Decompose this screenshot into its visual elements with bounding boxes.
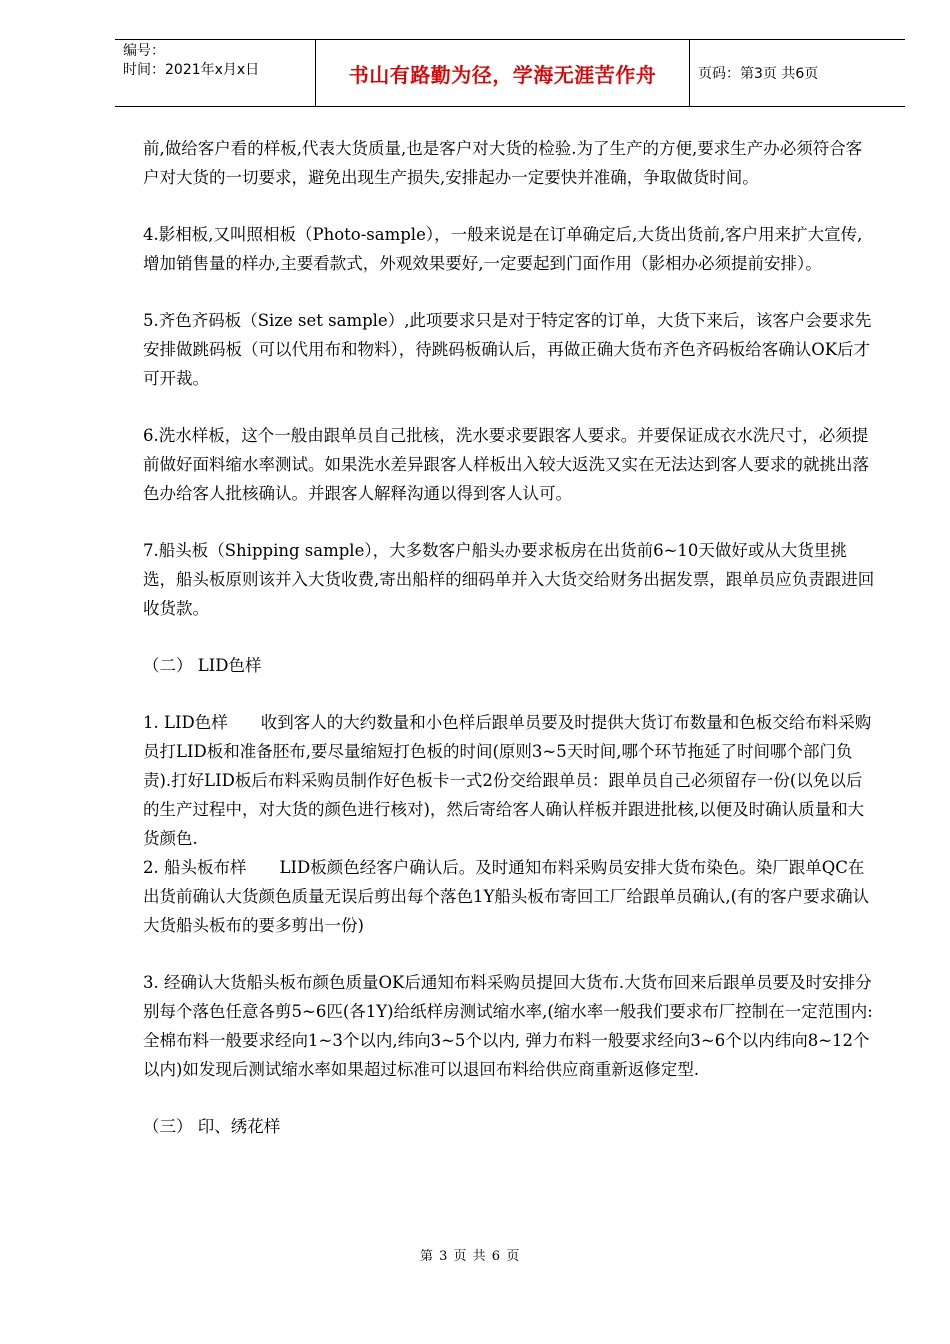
paragraph: 3. 经确认大货船头板布颜色质量OK后通知布料采购员提回大货布.大货布回来后跟单员要及时安排分别每个落色任意各剪5~6匹(各1Y)给纸样房测试缩水率,(缩水率一般我们要求布厂控制在一定范围内:全棉布料一般要求经向1~3个以内,纬向3~5个以内, 弹力布料一般要求经向3~6个以内纬向8~12个以内)如发现后测试缩水率如果超过标准可以退回布料给供应商重新返修定型. [143,973,873,1079]
paragraph: 前,做给客户看的样板,代表大货质量,也是客户对大货的检验.为了生产的方便,要求生产办必须符合客户对大货的一切要求，避免出现生产损失,安排起办一定要快并准确，争取做货时间。 [143,139,863,187]
section-heading: （三） 印、绣花样 [143,1117,281,1136]
paragraph: 5.齐色齐码板（Size set sample）,此项要求只是对于特定客的订单，大货下来后，该客户会要求先安排做跳码板（可以代用布和物料），待跳码板确认后，再做正确大货布齐色齐码板给客确认OK后才可开裁。 [143,311,872,388]
serial-label: 编号： [123,43,165,59]
header-motto: 书山有路勤为径，学海无涯苦作舟 [316,40,690,106]
header-page-info: 页码：第3页 共6页 [698,66,819,82]
section-heading: （二） LID色样 [143,656,262,675]
page-header [115,39,905,107]
page-footer: 第 3 页 共 6 页 [420,1249,521,1264]
paragraph: 2. 船头板布样 LID板颜色经客户确认后。及时通知布料采购员安排大货布染色。染厂跟单QC在出货前确认大货颜色质量无误后剪出每个落色1Y船头板布寄回工厂给跟单员确认,(有的客户要求确认大货船头板布的要多剪出一份) [143,858,870,935]
paragraph: 4.影相板,又叫照相板（Photo-sample），一般来说是在订单确定后,大货出货前,客户用来扩大宣传,增加销售量的样办,主要看款式，外观效果要好,一定要起到门面作用（影相办必须提前安排）。 [143,225,863,273]
paragraph: 6.洗水样板，这个一般由跟单员自己批核，洗水要求要跟客人要求。并要保证成衣水洗尺寸，必须提前做好面料缩水率测试。如果洗水差异跟客人样板出入较大返洗又实在无法达到客人要求的就挑出落色办给客人批核确认。并跟客人解释沟通以得到客人认可。 [143,426,869,503]
document-body [143,134,878,1141]
paragraph: 7.船头板（Shipping sample），大多数客户船头办要求板房在出货前6~10天做好或从大货里挑选，船头板原则该并入大货收费,寄出船样的细码单并入大货交给财务出据发票，跟单员应负责跟进回收货款。 [143,541,875,618]
header-meta-cell [115,40,316,106]
time-label: 时间：2021年x月x日 [123,62,260,78]
paragraph: 1. LID色样 收到客人的大约数量和小色样后跟单员要及时提供大货订布数量和色板交给布料采购员打LID板和准备胚布,要尽量缩短打色板的时间(原则3~5天时间,哪个环节拖延了时间哪个部门负责).打好LID板后布料采购员制作好色板卡一式2份交给跟单员：跟单员自己必须留存一份(以免以后的生产过程中，对大货的颜色进行核对)，然后寄给客人确认样板并跟进批核,以便及时确认质量和大货颜色. [143,713,872,848]
